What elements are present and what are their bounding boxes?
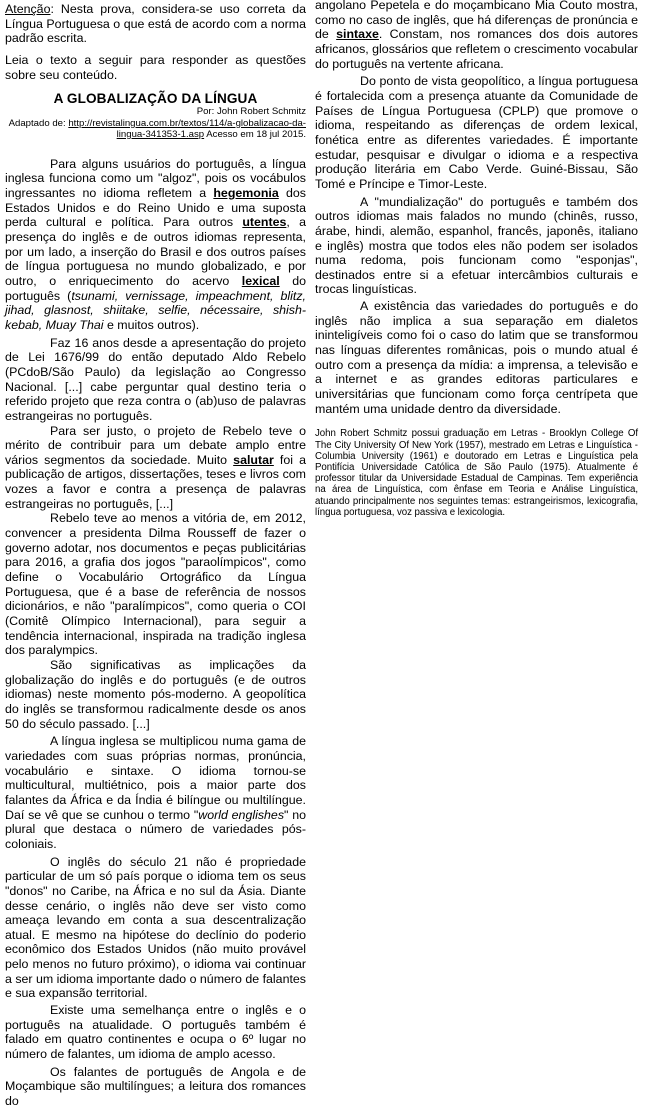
paragraph-3 (5, 424, 306, 512)
notice-text: : Nesta prova, considera-se uso correta da Língua Portuguesa o que está de acordo com a norma padrão escrita. (5, 2, 306, 46)
p6-text-a: A língua inglesa se multiplicou numa gama de variedades com suas próprias normas, pronúncia, vocabulário e sintaxe. O idioma tornou-se multicultural, multiétnico, pois a maior parte dos falantes da África e da Índia é bilíngue ou multilíngue. Daí se vê que se cunhou o termo " (5, 734, 306, 822)
paragraph-11: A "mundialização" do português e também dos outros idiomas mais falados no mundo (chinês, russo, árabe, hindi, alemão, espanhol, francês, japonês, italiano e inglês) mostra que todos eles não podem ser isolados numa redoma, pois funcionam como "esponjas", destinados entre si a efetuar intercâmbios culturais e trocas linguísticas. (315, 194, 638, 297)
paragraph-6 (5, 734, 306, 851)
left-column (5, 0, 306, 1109)
author-bio: John Robert Schmitz possui graduação em Letras - Brooklyn College Of The City University Of New York (1957), mestrado em Letras e Linguística - Columbia University (1961) e doutorado em Letras e Linguística pela Pontifícia Universidade Católica de São Paulo (1975). Atualmente é professor titular da Universidade Estadual de Campinas. Tem experiência na área de Linguística, com ênfase em Teoria e Análise Linguística, atuando principalmente nos seguintes temas: estrangeirismos, lexicografia, língua portuguesa, voz passiva e lexicologia. (315, 428, 638, 518)
paragraph-7: O inglês do século 21 não é propriedade particular de um só país porque o idioma tem os seus "donos" no Caribe, na África e no sul da Ásia. Diante desse cenário, o inglês não deve ser visto como ameaça levando em conta a sua descentralização atual. E mesmo na hipótese do declínio do poderio econômico dos Estados Unidos (não muito provável pelo menos no futuro próximo), o idioma vai continuar a ser um idioma importante dado o número de falantes e sua expansão territorial. (5, 854, 306, 1001)
p9-text-a: angolano Pepetela e do moçambicano Mia Couto mostra, como no caso de inglês, que há diferenças de pronúncia e de (315, 0, 638, 42)
highlighted-word-salutar: salutar (233, 452, 274, 467)
p3-text-b: foi a publicação de artigos, dissertações, teses e livros com vozes a favor e contra a presença de palavras estrangeiras no português, [...] (5, 452, 306, 511)
notice-label: Atenção (5, 2, 51, 16)
source-prefix: Adaptado de: (8, 117, 69, 129)
exam-notice (5, 2, 306, 46)
highlighted-word-hegemonia: hegemonia (213, 186, 279, 200)
paragraph-9-continued (315, 0, 638, 71)
article-title: A GLOBALIZAÇÃO DA LÍNGUA (53, 91, 258, 107)
reading-instruction: Leia o texto a seguir para responder as questões sobre seu conteúdo. (5, 52, 306, 82)
paragraph-2: Faz 16 anos desde a apresentação do projeto de Lei 1676/99 do então deputado Aldo Rebelo (PCdoB/São Paulo) da legislação ao Congresso Nacional. [...] cabe perguntar qual destino teria o referido projeto que reza contra o (ab)uso de palavras estrangeiras no português. (5, 335, 306, 423)
paragraph-9-start: Os falantes de português de Angola e de Moçambique são multilíngues; a leitura dos romances do (5, 1064, 306, 1109)
source-link[interactable]: http://revistalingua.com.br/textos/114/a-globalizacao-da-lingua-341353-1.asp (68, 117, 306, 140)
highlighted-word-utentes: utentes (242, 215, 287, 230)
p9-text-b: . Constam, nos romances dos dois autores africanos, glossários que refletem o crescimento vocabular do português na vertente africana. (315, 27, 638, 71)
p1-text-b: dos Estados Unidos e do Reino Unido e uma suposta perda cultural e política. Para outros (5, 186, 306, 230)
highlighted-word-sintaxe: sintaxe (336, 27, 379, 42)
article-source (5, 118, 306, 140)
term-world-englishes: world englishes (198, 807, 285, 822)
p3-text-a: Para ser justo, o projeto de Rebelo teve o mérito de contribuir para um debate amplo entre vários segmentos da sociedade. Muito (5, 423, 306, 467)
article-byline: Por: John Robert Schmitz (196, 106, 306, 118)
p6-text-b: " no plural que destaca o número de variedades pós-coloniais. (5, 807, 306, 851)
p1-text-c: , a presença do inglês e de outros idiomas representa, por um lado, a inserção do Brasil e dos outros países de língua portuguesa no mundo globalizado, e por outro, o enriquecimento do acervo (5, 215, 306, 288)
right-column (315, 0, 638, 518)
source-access-date: Acesso em 18 jul 2015. (204, 128, 306, 140)
paragraph-10: Do ponto de vista geopolítico, a língua portuguesa é fortalecida com a presença atuante da Comunidade de Países de Língua Portuguesa (CPLP) que promove o idioma, respeitando as diferenças de ordem lexical, fonética entre as diferentes variedades. É importante estudar, pesquisar e divulgar o idioma e a respectiva produção literária em Cabo Verde. Guiné-Bissau, São Tomé e Príncipe e Timor-Leste. (315, 74, 638, 191)
paragraph-4: Rebelo teve ao menos a vitória de, em 2012, convencer a presidenta Dilma Rousseff de fazer o governo adotar, nos documentos e peças publicitárias para 2016, a grafia dos jogos "paraolímpicos", como define o Vocabulário Ortográfico da Língua Portuguesa, que é a base de referência de nossos dicionários, e não "paralímpicos", como queria o COI (Comitê Olímpico Internacional), para seguir a tendência internacional, inspirada na tradição inglesa dos paralympics. (5, 511, 306, 658)
paragraph-8: Existe uma semelhança entre o inglês e o português na atualidade. O português também é falado em quatro continentes e ocupa o 6º lugar no número de falantes, um idioma de amplo acesso. (5, 1003, 306, 1062)
p1-text-e: e muitos outros). (103, 317, 200, 332)
p1-text-d: do português ( (5, 273, 306, 303)
loanword-examples: tsunami, vernissage, impeachment, blitz, jihad, glasnost, shiitake, selfie, nécessaire, shish-kebab, Muay Thai (5, 288, 306, 332)
paragraph-12: A existência das variedades do português e do inglês não implica a sua separação em dialetos ininteligíveis como foi o caso do latim que se transformou nas línguas diferentes românicas, pois o mundo atual é outro com a presença da mídia: a imprensa, a televisão e a internet e as grandes editoras particulares e universitárias que funcionam como força centrípeta que mantém uma unidade dentro da diversidade. (315, 299, 638, 416)
paragraph-5: São significativas as implicações da globalização do inglês e do português (e de outros idiomas) neste momento pós-moderno. A geopolítica do inglês se transformou radicalmente desde os anos 50 do século passado. [...] (5, 658, 306, 731)
p1-text-a: Para alguns usuários do português, a língua inglesa funciona como um "algoz", pois os vocábulos ingressantes no idioma refletem a (5, 156, 306, 200)
highlighted-word-lexical: lexical (241, 273, 280, 288)
paragraph-1 (5, 157, 306, 333)
